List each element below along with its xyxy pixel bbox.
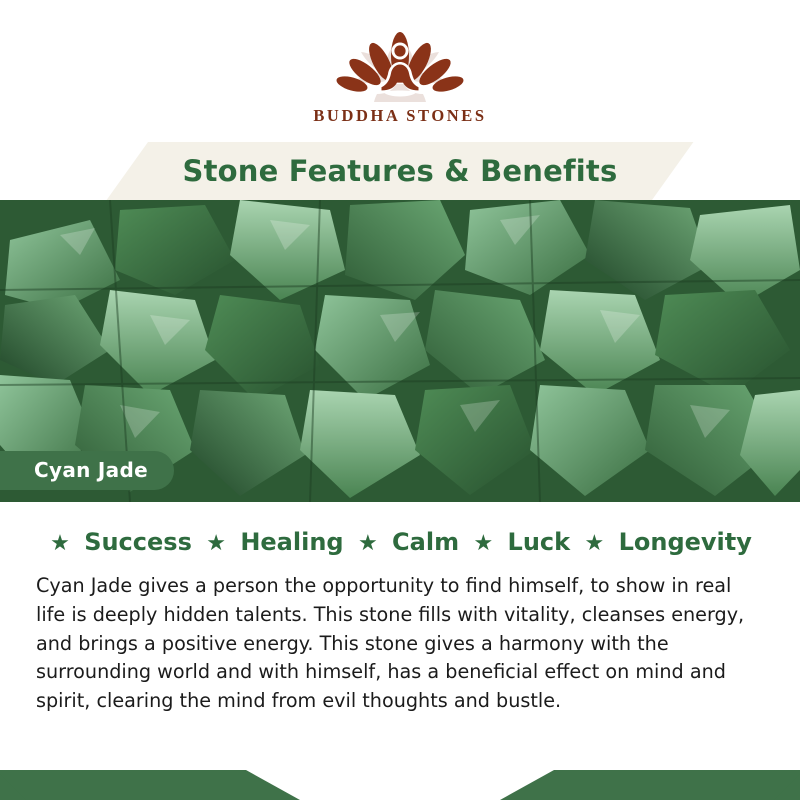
lotus-meditation-icon bbox=[325, 20, 475, 104]
star-icon: ★ bbox=[473, 531, 494, 556]
star-icon: ★ bbox=[50, 531, 70, 556]
benefit-item-success: Success bbox=[84, 528, 192, 556]
benefit-item-healing: Healing bbox=[240, 528, 344, 556]
benefit-item-calm: Calm bbox=[392, 528, 460, 556]
hero-image bbox=[0, 200, 800, 502]
brand-header bbox=[0, 0, 800, 142]
brand-name: BUDDHA STONES bbox=[313, 106, 487, 125]
description-section bbox=[0, 502, 800, 716]
star-icon: ★ bbox=[357, 531, 378, 556]
benefit-item-longevity: Longevity bbox=[618, 528, 752, 556]
benefit-item-luck: Luck bbox=[507, 528, 571, 556]
benefits-list bbox=[30, 528, 770, 556]
page-title: Stone Features & Benefits bbox=[182, 154, 618, 188]
stone-name-badge: Cyan Jade bbox=[0, 451, 174, 490]
star-icon: ★ bbox=[584, 531, 605, 556]
title-band bbox=[0, 142, 800, 200]
description-text: Cyan Jade gives a person the opportunity to find himself, to show in real life is deeply hidden talents. This stone fills with vitality, cleanses energy, and brings a positive energy. This stone gives a harmony with the surrounding world and with himself, has a beneficial effect on mind and spirit, clearing the mind from evil thoughts and bustle. bbox=[36, 574, 745, 713]
star-icon: ★ bbox=[206, 531, 226, 556]
